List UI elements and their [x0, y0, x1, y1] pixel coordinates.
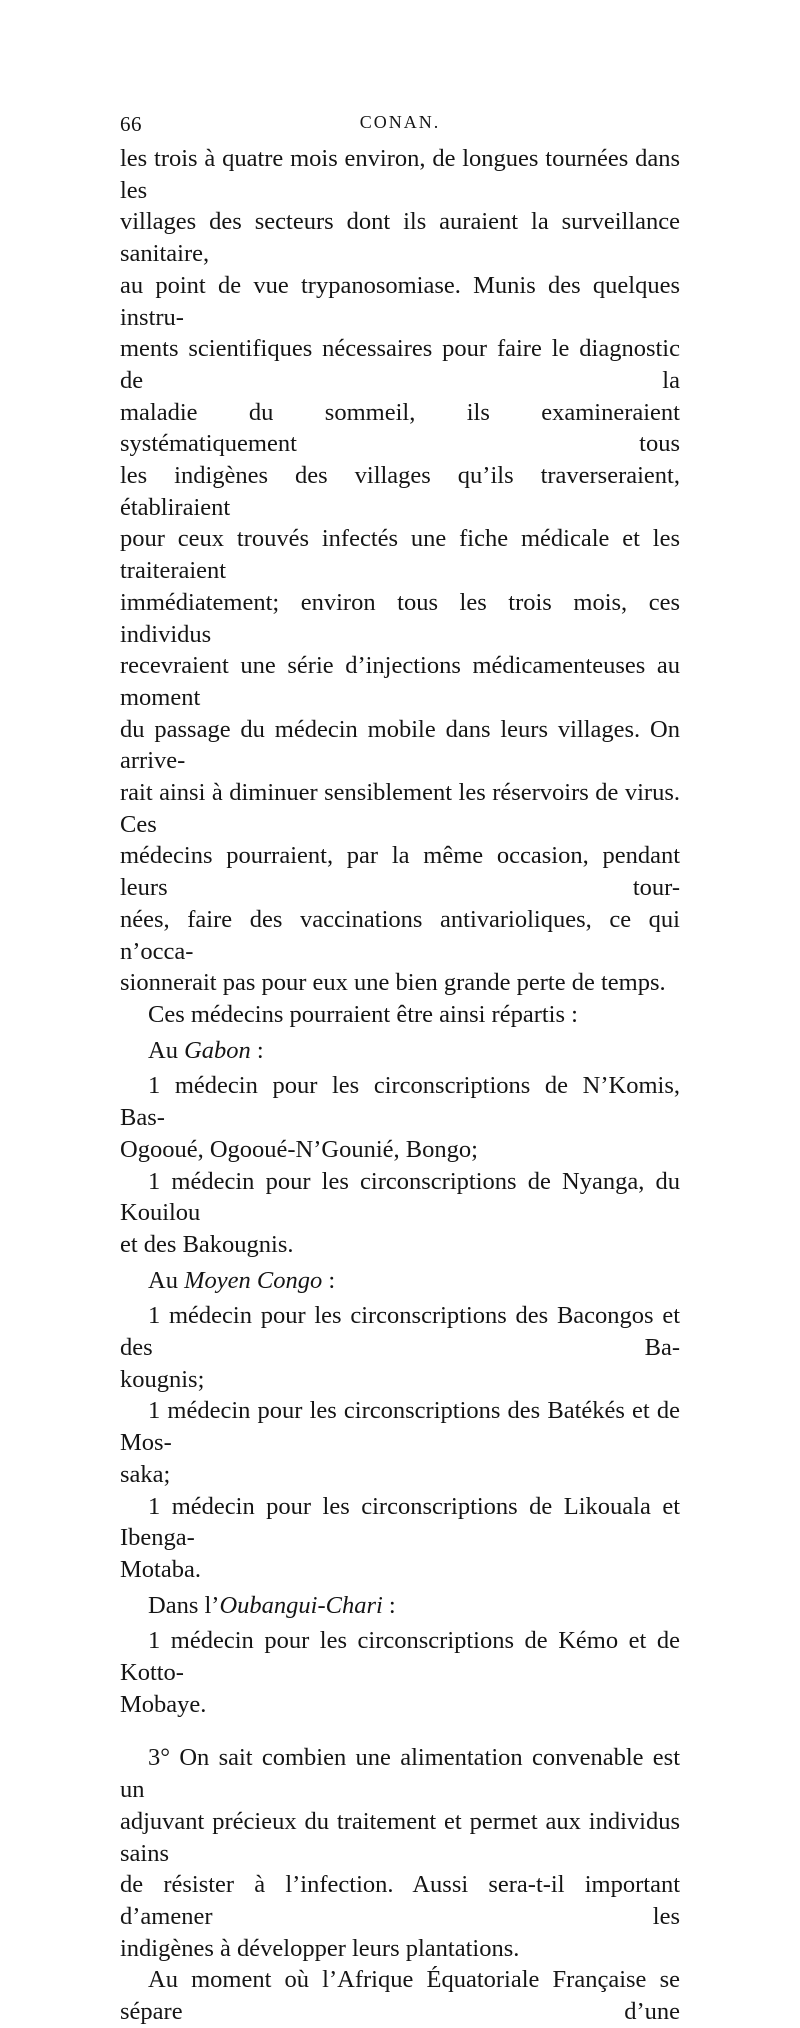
allocation-line: saka; [120, 1460, 171, 1488]
section-heading-gabon: Au Gabon : [148, 1036, 264, 1064]
page-number: 66 [120, 112, 142, 136]
page-header [120, 112, 680, 142]
text-line: villages des secteurs dont ils auraient la surveillance sanitaire, [120, 208, 680, 268]
text-line: immédiatement; environ tous les trois mois, ces individus [120, 588, 680, 648]
section-heading-moyen-congo: Au Moyen Congo : [148, 1266, 336, 1294]
text-line: ments scientifiques nécessaires pour faire le diagnostic de la [120, 335, 680, 394]
allocation-line: kougnis; [120, 1365, 205, 1393]
allocation-line: 1 médecin pour les circonscriptions de Kémo et de Kotto- [120, 1627, 680, 1687]
section-heading-oubangui-chari: Dans l’Oubangui-Chari : [148, 1591, 396, 1619]
allocation-line: 1 médecin pour les circonscriptions de Nyanga, du Kouilou [120, 1167, 680, 1227]
region-name: Gabon [184, 1036, 251, 1064]
page-body [120, 143, 680, 2028]
text-line: pour ceux trouvés infectés une fiche médicale et les traiteraient [120, 525, 680, 585]
text-line: au point de vue trypanosomiase. Munis des quelques instru- [120, 271, 680, 331]
text-line: maladie du sommeil, ils examineraient systématiquement tous [120, 398, 680, 458]
repartition-intro: Ces médecins pourraient être ainsi répartis : [148, 1000, 578, 1028]
paragraph-travel-doctors [120, 143, 680, 999]
text-line: Au moment où l’Afrique Équatoriale Française se sépare d’une [120, 1966, 680, 2026]
allocation-line: Mobaye. [120, 1690, 207, 1718]
text-line: rait ainsi à diminuer sensiblement les réservoirs de virus. Ces [120, 779, 680, 838]
text-line: sionnerait pas pour eux une bien grande perte de temps. [120, 969, 666, 997]
text-line: nées, faire des vaccinations antivarioliques, ce qui n’occa- [120, 905, 680, 965]
allocation-line: et des Bakougnis. [120, 1230, 294, 1258]
paragraph-nutrition [120, 1742, 680, 1964]
text-line: les trois à quatre mois environ, de longues tournées dans les [120, 145, 680, 204]
text-line: 3° On sait combien une alimentation convenable est un [120, 1744, 680, 1804]
region-name: Moyen Congo [184, 1266, 323, 1294]
allocation-line: 1 médecin pour les circonscriptions de Likouala et Ibenga- [120, 1492, 680, 1552]
text-line: du passage du médecin mobile dans leurs villages. On arrive- [120, 715, 680, 775]
text-line: de résister à l’infection. Aussi sera-t-il important d’amener les [120, 1871, 680, 1930]
allocation-line: Motaba. [120, 1555, 201, 1583]
text-line: les indigènes des villages qu’ils traverseraient, établiraient [120, 462, 680, 521]
allocation-line: 1 médecin pour les circonscriptions des Batékés et de Mos- [120, 1397, 680, 1457]
region-name: Oubangui-Chari [219, 1591, 383, 1619]
allocation-line: 1 médecin pour les circonscriptions des Bacongos et des Ba- [120, 1302, 680, 1362]
running-head: CONAN. [359, 112, 441, 132]
text-line: indigènes à développer leurs plantations. [120, 1934, 520, 1962]
text-line: adjuvant précieux du traitement et permet aux individus sains [120, 1807, 680, 1867]
allocation-line: Ogooué, Ogooué-N’Gounié, Bongo; [120, 1135, 478, 1163]
allocation-line: 1 médecin pour les circonscriptions de N’Komis, Bas- [120, 1072, 680, 1132]
text-line: recevraient une série d’injections médicamenteuses au moment [120, 652, 680, 711]
text-line: médecins pourraient, par la même occasion, pendant leurs tour- [120, 842, 680, 902]
